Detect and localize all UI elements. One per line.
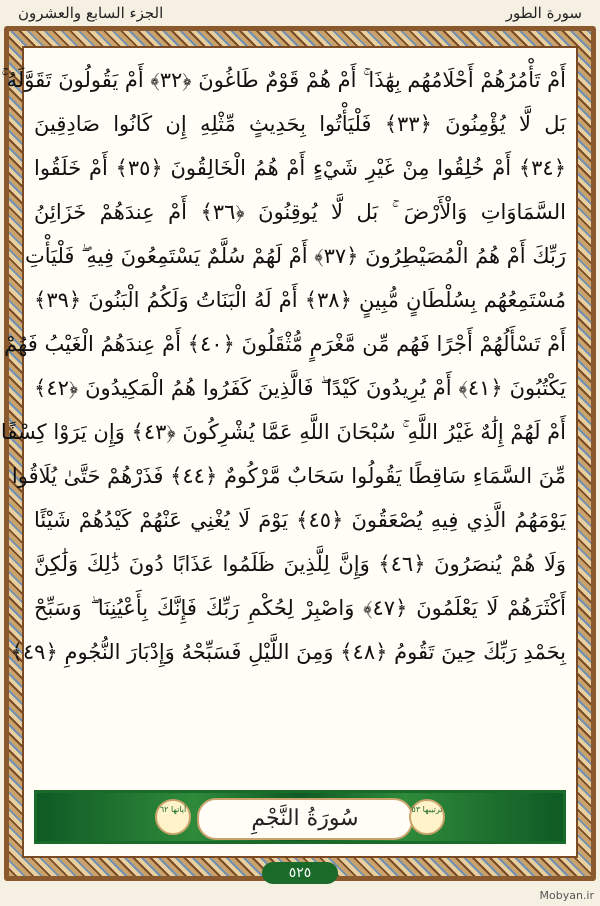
verse-line: مِّنَ السَّمَاءِ سَاقِطًا يَقُولُوا سَحَابٌ مَّرْكُومٌ ﴿٤٤﴾ فَذَرْهُمْ حَتَّىٰ يُلَاقُوا [11,464,566,488]
juz-label: الجزء السابع والعشرون [18,4,164,22]
verse-lines [0,58,567,674]
verse-line: بَل لَّا يُؤْمِنُونَ ﴿٣٣﴾ فَلْيَأْتُوا بِحَدِيثٍ مِّثْلِهِ إِن كَانُوا صَادِقِينَ [34,112,567,136]
verse-line: وَلَا هُمْ يُنصَرُونَ ﴿٤٦﴾ وَإِنَّ لِلَّذِينَ ظَلَمُوا عَذَابًا دُونَ ذَٰلِكَ وَلَٰكِنَّ [34,552,566,576]
verse-line: أَمْ لَهُمْ إِلَٰهٌ غَيْرُ اللَّهِ ۚ سُبْحَانَ اللَّهِ عَمَّا يُشْرِكُونَ ﴿٤٣﴾ وَإِن يَرَوْا كِسْفًا [0,420,566,444]
verse-line: أَمْ تَأْمُرُهُمْ أَحْلَامُهُم بِهَٰذَا ۚ أَمْ هُمْ قَوْمٌ طَاغُونَ ﴿٣٢﴾ أَمْ يَقُولُونَ تَقَوَّلَهُ ۚ [1,68,566,92]
verse-line: بِحَمْدِ رَبِّكَ حِينَ تَقُومُ ﴿٤٨﴾ وَمِنَ اللَّيْلِ فَسَبِّحْهُ وَإِدْبَارَ النُّجُومِ ﴿٤٩﴾ [10,640,566,664]
verse-line: مُسْتَمِعُهُم بِسُلْطَانٍ مُّبِينٍ ﴿٣٨﴾ أَمْ لَهُ الْبَنَاتُ وَلَكُمُ الْبَنُونَ ﴿٣٩﴾ [34,288,566,312]
verse-line: يَوْمَهُمُ الَّذِي فِيهِ يُصْعَقُونَ ﴿٤٥﴾ يَوْمَ لَا يُغْنِي عَنْهُمْ كَيْدُهُمْ شَيْئًا [34,508,566,532]
page-number: ٥٢٥ [262,862,338,884]
watermark: Mobyan.ir [539,889,594,902]
verse-line: السَّمَاوَاتِ وَالْأَرْضَ ۚ بَل لَّا يُوقِنُونَ ﴿٣٦﴾ أَمْ عِندَهُمْ خَزَائِنُ [34,200,566,224]
surah-order-medal: ترتيبها ٥٣ [409,799,445,835]
verse-line: أَمْ تَسْأَلُهُمْ أَجْرًا فَهُم مِّن مَّغْرَمٍ مُّثْقَلُونَ ﴿٤٠﴾ أَمْ عِندَهُمُ الْغَيْبُ فَهُمْ [4,332,566,356]
surah-banner [34,790,566,844]
ayah-count-medal: آياتها ٦٢ [155,799,191,835]
verse-line: ﴿٣٤﴾ أَمْ خُلِقُوا مِنْ غَيْرِ شَيْءٍ أَمْ هُمُ الْخَالِقُونَ ﴿٣٥﴾ أَمْ خَلَقُوا [34,156,566,180]
verse-line: يَكْتُبُونَ ﴿٤١﴾ أَمْ يُرِيدُونَ كَيْدًا ۖ فَالَّذِينَ كَفَرُوا هُمُ الْمَكِيدُونَ ﴿٤٢﴾ [34,376,566,400]
surah-header-label: سورة الطور [505,4,582,22]
verse-line: رَبِّكَ أَمْ هُمُ الْمُصَيْطِرُونَ ﴿٣٧﴾ أَمْ لَهُمْ سُلَّمٌ يَسْتَمِعُونَ فِيهِ ۖ فَلْيَأْتِ [24,244,566,268]
verse-line: أَكْثَرَهُمْ لَا يَعْلَمُونَ ﴿٤٧﴾ وَاصْبِرْ لِحُكْمِ رَبِّكَ فَإِنَّكَ بِأَعْيُنِنَا ۖ وَسَبِّحْ [34,596,567,620]
surah-title: سُورَةُ النَّجْمِ [197,798,413,840]
